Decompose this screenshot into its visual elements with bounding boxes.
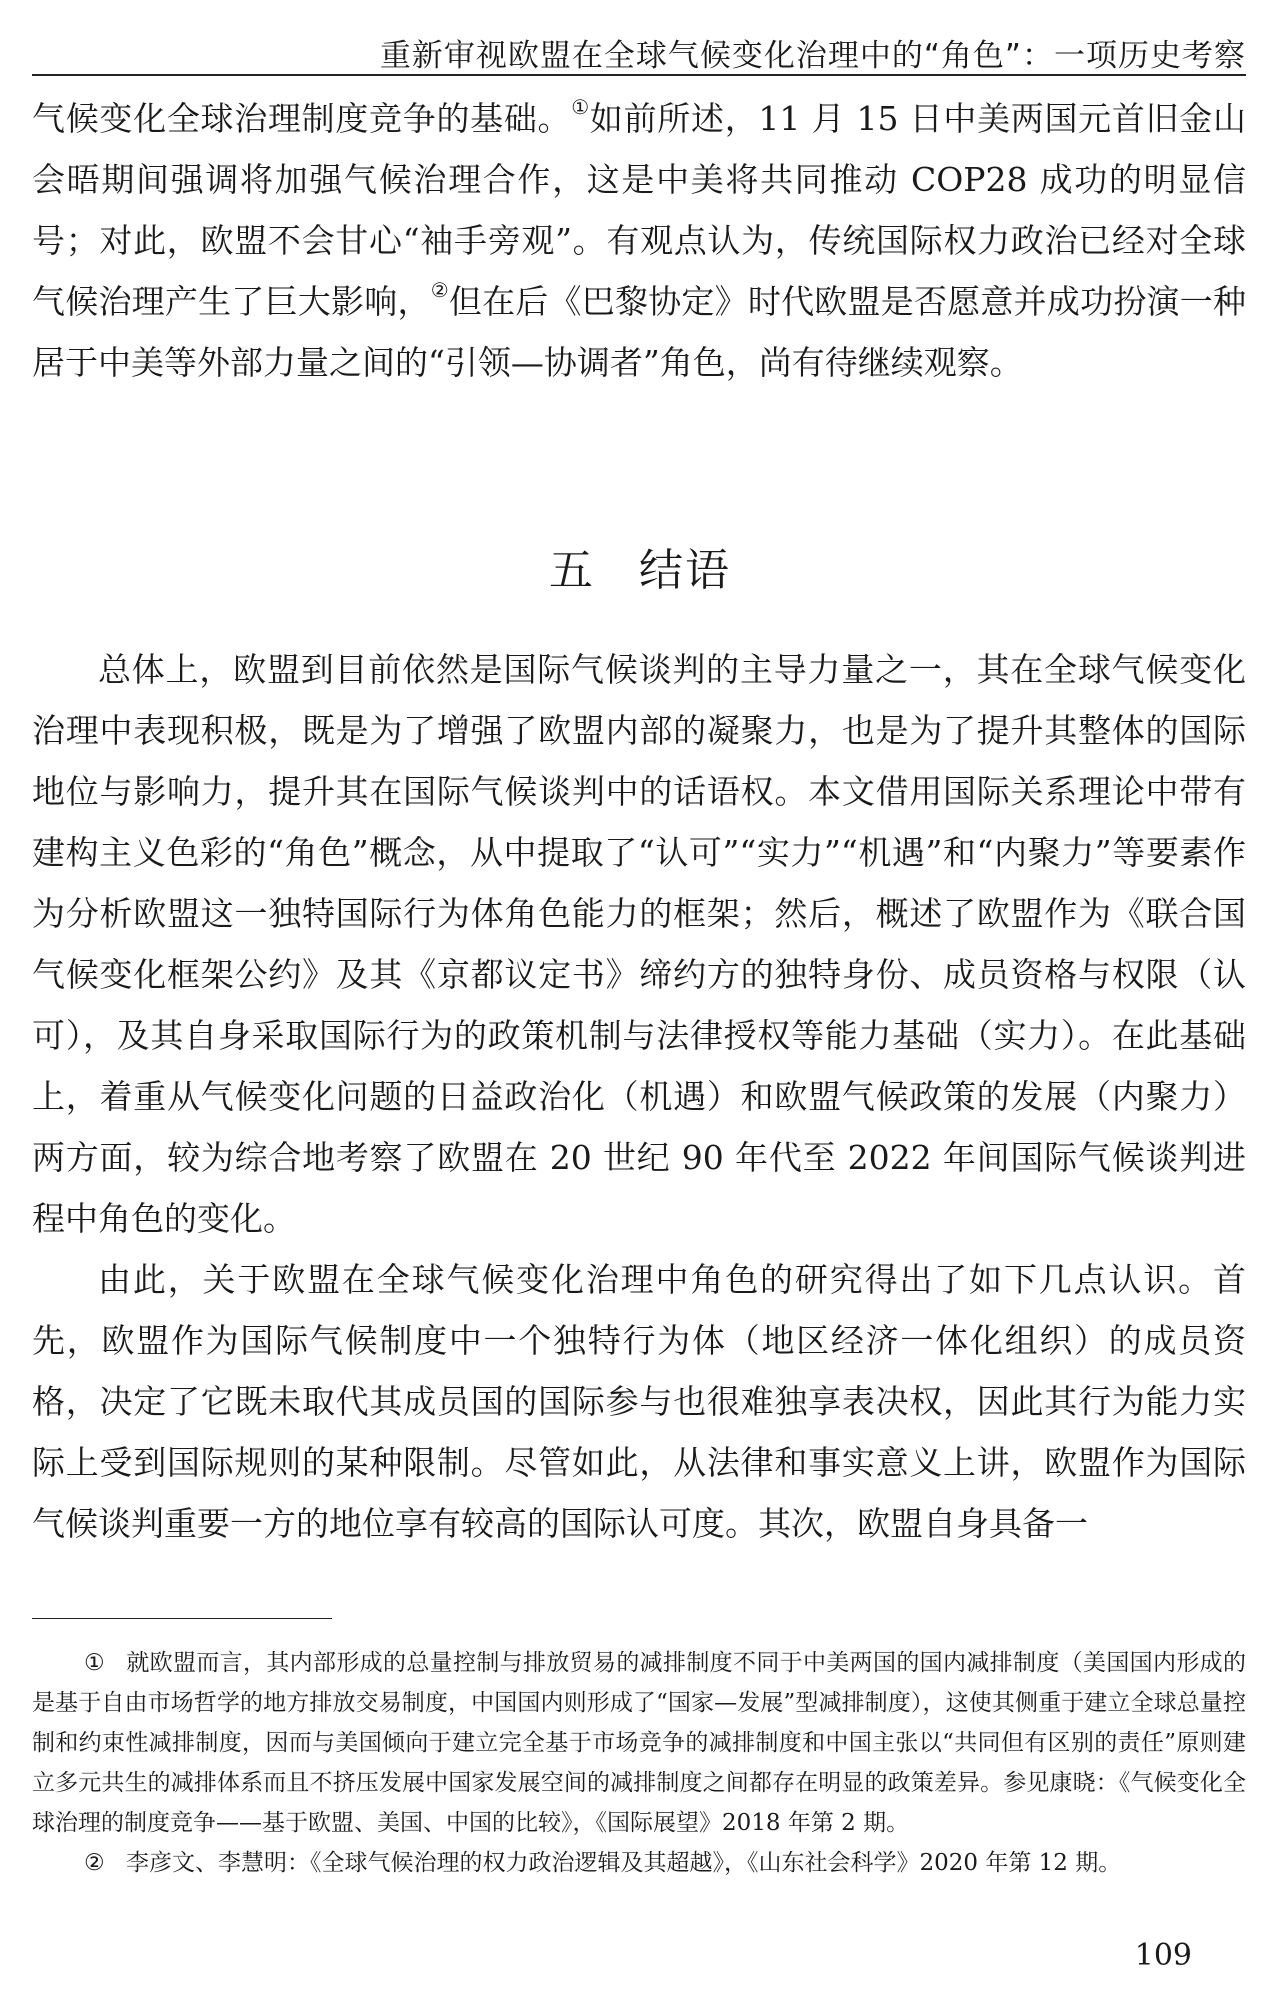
footnote-ref-2[interactable]: ②: [430, 278, 449, 302]
footnote-2: [32, 1843, 1246, 1883]
running-header: [32, 16, 1246, 76]
footnote-mark: ②: [84, 1850, 105, 1876]
footnote-divider: [32, 1618, 332, 1619]
text-run: 但在后《巴黎协定》时代欧盟是否愿意并成功扮演一种居于中美等外部力量之间的“引领—协调者”角色，尚有待继续观察。: [32, 282, 1246, 382]
paragraph: 由此，关于欧盟在全球气候变化治理中角色的研究得出了如下几点认识。首先，欧盟作为国际气候制度中一个独特行为体（地区经济一体化组织）的成员资格，决定了它既未取代其成员国的国际参与也很难独享表决权，因此其行为能力实际上受到国际规则的某种限制。尽管如此，从法律和事实意义上讲，欧盟作为国际气候谈判重要一方的地位享有较高的国际认可度。其次，欧盟自身具备一: [32, 1260, 1246, 1543]
paragraph: 总体上，欧盟到目前依然是国际气候谈判的主导力量之一，其在全球气候变化治理中表现积极，既是为了增强了欧盟内部的凝聚力，也是为了提升其整体的国际地位与影响力，提升其在国际气候谈判中的话语权。本文借用国际关系理论中带有建构主义色彩的“角色”概念，从中提取了“认可”“实力”“机遇”和“内聚力”等要素作为分析欧盟这一独特国际行为体角色能力的框架；然后，概述了欧盟作为《联合国气候变化框架公约》及其《京都议定书》缔约方的独特身份、成员资格与权限（认可），及其自身采取国际行为的政策机制与法律授权等能力基础（实力）。在此基础上，着重从气候变化问题的日益政治化（机遇）和欧盟气候政策的发展（内聚力）两方面，较为综合地考察了欧盟在 20 世纪 90 年代至 2022 年间国际气候谈判进程中角色的变化。: [32, 650, 1246, 1238]
page-number: 109: [1134, 1938, 1192, 1973]
body-text-after: [32, 639, 1246, 1554]
section-title: 结语: [639, 545, 731, 596]
footnote-mark: ①: [84, 1650, 105, 1676]
text-run: 如前所述，11 月 15 日中美两国元首旧金山会晤期间强调将加强气候治理合作，这是中美将共同推动 COP28 成功的明显信号；对此，欧盟不会甘心“袖手旁观”。有观点认为，传统国际权力政治已经对全球气候治理产生了巨大影响，: [32, 99, 1246, 321]
footnotes: [32, 1643, 1246, 1883]
running-header-title: 重新审视欧盟在全球气候变化治理中的“角色”：一项历史考察: [379, 38, 1246, 74]
paragraph: [32, 88, 1246, 393]
section-number: 五: [549, 545, 595, 596]
section-heading: [0, 534, 1280, 598]
footnote-text: 就欧盟而言，其内部形成的总量控制与排放贸易的减排制度不同于中美两国的国内减排制度（美国国内形成的是基于自由市场哲学的地方排放交易制度，中国国内则形成了“国家—发展”型减排制度），这使其侧重于建立全球总量控制和约束性减排制度，因而与美国倾向于建立完全基于市场竞争的减排制度和中国主张以“共同但有区别的责任”原则建立多元共生的减排体系而且不挤压发展中国家发展空间的减排制度之间都存在明显的政策差异。参见康晓：《气候变化全球治理的制度竞争——基于欧盟、美国、中国的比较》，《国际展望》2018 年第 2 期。: [32, 1650, 1246, 1836]
footnote-1: [32, 1643, 1246, 1843]
footnote-text: 李彦文、李慧明：《全球气候治理的权力政治逻辑及其超越》，《山东社会科学》2020 年第 12 期。: [126, 1850, 1122, 1876]
body-text-before: [32, 88, 1246, 393]
footnote-ref-1[interactable]: ①: [571, 95, 590, 119]
text-run: 气候变化全球治理制度竞争的基础。: [32, 99, 572, 138]
